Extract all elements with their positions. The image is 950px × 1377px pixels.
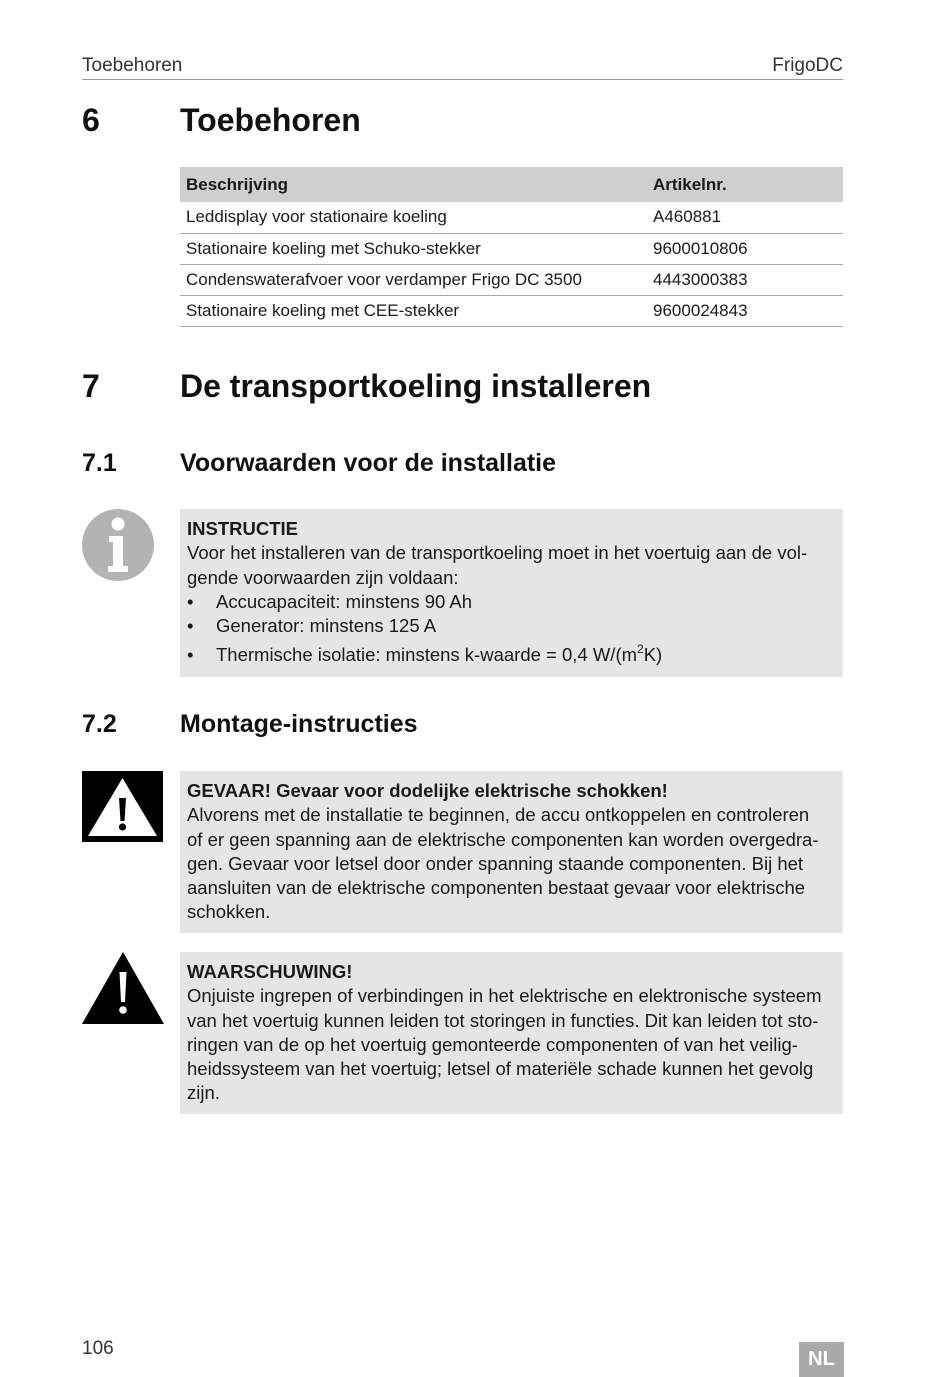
warning-icon — [82, 952, 164, 1024]
table-cell: A460881 — [647, 202, 843, 233]
page-number: 106 — [82, 1338, 114, 1359]
section-title: De transportkoeling installeren — [180, 368, 652, 404]
note-title: WAARSCHUWING! — [187, 961, 353, 982]
list-item-text-end: K) — [643, 644, 663, 666]
danger-note — [180, 771, 843, 933]
note-title: INSTRUCTIE — [187, 518, 298, 539]
header-product: FrigoDC — [772, 55, 843, 76]
column-header-article: Artikelnr. — [647, 167, 843, 202]
section-number: 7.2 — [82, 710, 117, 738]
table-cell: 4443000383 — [647, 264, 843, 295]
header-chapter: Toebehoren — [82, 55, 183, 76]
table-header-row — [180, 167, 843, 202]
list-item-text: Thermische isolatie: minstens k-waarde = 0,4 W/(m — [216, 644, 638, 666]
note-text-line: of er geen spanning aan de elektrische componenten kan worden overgedra- — [187, 828, 819, 850]
note-text-line: aansluiten van de elektrische componenten bestaat gevaar voor elektrische — [187, 877, 806, 899]
note-text-line: van het voertuig kunnen leiden tot storingen in functies. Dit kan leiden tot sto- — [187, 1009, 819, 1031]
note-text-line: schokken. — [187, 901, 271, 923]
list-item-text: Generator: minstens 125 A — [216, 615, 437, 637]
language-badge: NL — [799, 1342, 844, 1377]
bullet: • — [187, 590, 194, 612]
instruction-note — [180, 509, 843, 677]
table-cell: 9600010806 — [647, 233, 843, 264]
bullet: • — [187, 615, 194, 637]
table-cell: Condenswaterafvoer voor verdamper Frigo DC 3500 — [180, 264, 647, 295]
bullet: • — [187, 644, 194, 666]
note-text-line: Alvorens met de installatie te beginnen, de accu ontkoppelen en controleren — [187, 804, 810, 826]
electric-hazard-icon — [82, 771, 163, 842]
requirements-list — [187, 590, 836, 668]
list-item-text: Accucapaciteit: minstens 90 Ah — [216, 590, 473, 612]
info-icon — [82, 509, 154, 581]
warning-note — [180, 952, 843, 1114]
section-number: 7.1 — [82, 449, 117, 477]
table-cell: 9600024843 — [647, 295, 843, 326]
note-text-line: gende voorwaarden zijn voldaan: — [187, 566, 459, 588]
note-text-line: ringen van de op het voertuig gemonteerde componenten of van het veilig- — [187, 1033, 798, 1055]
table-row — [180, 295, 843, 326]
table-cell: Stationaire koeling met Schuko-stekker — [180, 233, 647, 264]
table-row — [180, 233, 843, 264]
accessories-table — [180, 167, 843, 327]
note-text-line: gen. Gevaar voor letsel door onder spanning staande componenten. Bij het — [187, 852, 804, 874]
list-item — [187, 590, 836, 614]
section-title: Montage-instructies — [180, 710, 418, 738]
section-number: 7 — [82, 368, 100, 404]
note-text-line: Onjuiste ingrepen of verbindingen in het elektrische en elektronische systeem — [187, 985, 822, 1007]
list-item — [187, 643, 836, 667]
table-row — [180, 264, 843, 295]
section-title: Voorwaarden voor de installatie — [180, 449, 557, 477]
note-title: GEVAAR! Gevaar voor dodelijke elektrische schokken! — [187, 780, 668, 801]
note-text-line: heidssysteem van het voertuig; letsel of materiële schade kunnen het gevolg — [187, 1058, 814, 1080]
list-item — [187, 614, 836, 638]
note-text-line: zijn. — [187, 1082, 220, 1104]
section-number: 6 — [82, 102, 100, 138]
table-cell: Stationaire koeling met CEE-stekker — [180, 295, 647, 326]
column-header-description: Beschrijving — [180, 167, 647, 202]
table-row — [180, 202, 843, 233]
running-header — [82, 55, 843, 80]
table-cell: Leddisplay voor stationaire koeling — [180, 202, 647, 233]
section-title: Toebehoren — [180, 102, 361, 138]
note-text-line: Voor het installeren van de transportkoeling moet in het voertuig aan de vol- — [187, 542, 808, 564]
superscript: 2 — [637, 642, 644, 657]
